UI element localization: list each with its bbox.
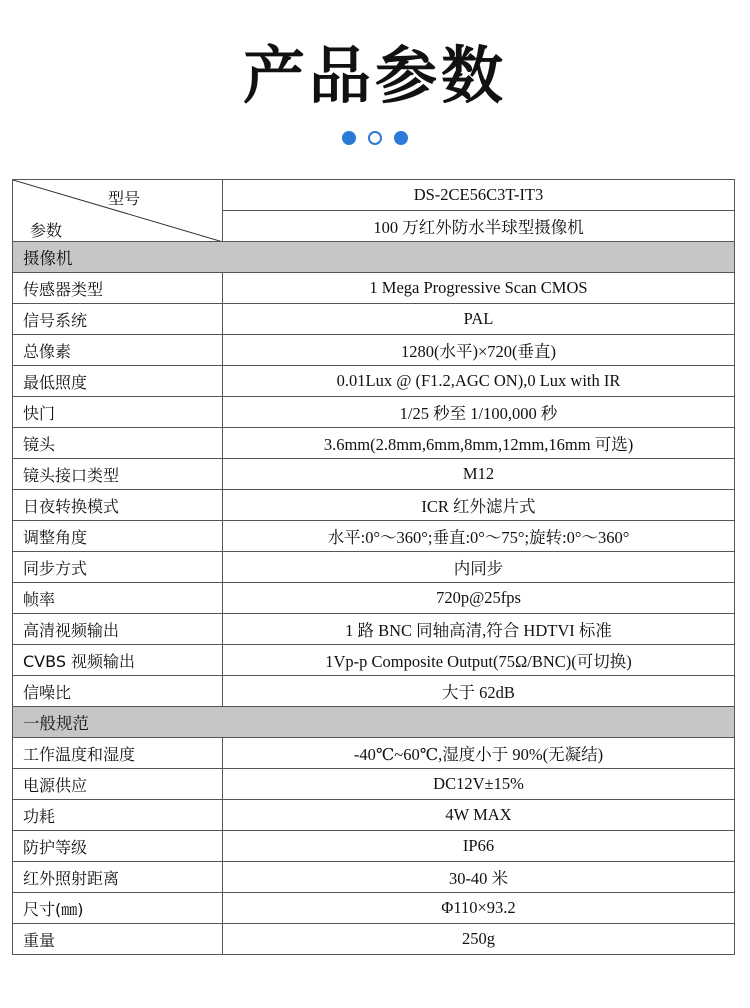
spec-label: 帧率 xyxy=(13,583,223,614)
spec-value: 内同步 xyxy=(223,552,735,583)
spec-label: 最低照度 xyxy=(13,366,223,397)
table-row xyxy=(13,459,735,490)
table-row xyxy=(13,552,735,583)
spec-value: ICR 红外滤片式 xyxy=(223,490,735,521)
table-row xyxy=(13,676,735,707)
spec-value: 0.01Lux @ (F1.2,AGC ON),0 Lux with IR xyxy=(223,366,735,397)
table-row xyxy=(13,335,735,366)
table-row xyxy=(13,738,735,769)
product-name: 100 万红外防水半球型摄像机 xyxy=(223,211,735,242)
table-row xyxy=(13,366,735,397)
spec-value: Φ110×93.2 xyxy=(223,893,735,924)
table-row xyxy=(13,645,735,676)
dot-indicator xyxy=(342,131,356,145)
table-row xyxy=(13,924,735,955)
spec-label: 镜头 xyxy=(13,428,223,459)
table-row xyxy=(13,273,735,304)
page-title: 产品参数 xyxy=(242,39,507,112)
spec-value: PAL xyxy=(223,304,735,335)
spec-label: 防护等级 xyxy=(13,831,223,862)
spec-label: 功耗 xyxy=(13,800,223,831)
pagination-dots xyxy=(0,131,750,145)
table-row xyxy=(13,862,735,893)
table-row xyxy=(13,893,735,924)
spec-label: 总像素 xyxy=(13,335,223,366)
model-value: DS-2CE56C3T-IT3 xyxy=(223,180,735,211)
spec-value: 3.6mm(2.8mm,6mm,8mm,12mm,16mm 可选) xyxy=(223,428,735,459)
spec-label: 高清视频输出 xyxy=(13,614,223,645)
spec-value: M12 xyxy=(223,459,735,490)
spec-value: DC12V±15% xyxy=(223,769,735,800)
section-title: 摄像机 xyxy=(13,242,735,273)
section-header-row xyxy=(13,242,735,273)
table-row xyxy=(13,490,735,521)
table-row xyxy=(13,397,735,428)
spec-label: 日夜转换模式 xyxy=(13,490,223,521)
spec-value: 1Vp-p Composite Output(75Ω/BNC)(可切换) xyxy=(223,645,735,676)
section-header-row xyxy=(13,707,735,738)
spec-label: 红外照射距离 xyxy=(13,862,223,893)
spec-value: 1280(水平)×720(垂直) xyxy=(223,335,735,366)
dot-indicator xyxy=(368,131,382,145)
table-row xyxy=(13,831,735,862)
table-row xyxy=(13,769,735,800)
table-row xyxy=(13,428,735,459)
spec-value: 4W MAX xyxy=(223,800,735,831)
spec-value: 大于 62dB xyxy=(223,676,735,707)
spec-table xyxy=(12,179,735,955)
table-row xyxy=(13,583,735,614)
param-header-label: 参数 xyxy=(30,221,63,240)
spec-value: 720p@25fps xyxy=(223,583,735,614)
spec-value: 1/25 秒至 1/100,000 秒 xyxy=(223,397,735,428)
diagonal-header-cell xyxy=(13,180,223,242)
spec-value: 1 路 BNC 同轴高清,符合 HDTVI 标准 xyxy=(223,614,735,645)
spec-label: 尺寸(㎜) xyxy=(13,893,223,924)
spec-label: 传感器类型 xyxy=(13,273,223,304)
section-title: 一般规范 xyxy=(13,707,735,738)
spec-label: 信号系统 xyxy=(13,304,223,335)
model-header-label: 型号 xyxy=(108,189,141,208)
spec-value: IP66 xyxy=(223,831,735,862)
spec-label: 同步方式 xyxy=(13,552,223,583)
spec-label: 电源供应 xyxy=(13,769,223,800)
spec-label: CVBS 视频输出 xyxy=(13,645,223,676)
table-row xyxy=(13,614,735,645)
dot-indicator xyxy=(394,131,408,145)
spec-value: -40℃~60℃,湿度小于 90%(无凝结) xyxy=(223,738,735,769)
spec-label: 工作温度和湿度 xyxy=(13,738,223,769)
spec-label: 信噪比 xyxy=(13,676,223,707)
table-row xyxy=(13,521,735,552)
spec-value: 1 Mega Progressive Scan CMOS xyxy=(223,273,735,304)
spec-value: 30-40 米 xyxy=(223,862,735,893)
table-row xyxy=(13,304,735,335)
spec-value: 250g xyxy=(223,924,735,955)
header-row-model xyxy=(13,180,735,211)
table-row xyxy=(13,800,735,831)
spec-value: 水平:0°～360°;垂直:0°～75°;旋转:0°～360° xyxy=(223,521,735,552)
spec-label: 调整角度 xyxy=(13,521,223,552)
spec-label: 重量 xyxy=(13,924,223,955)
spec-label: 快门 xyxy=(13,397,223,428)
spec-label: 镜头接口类型 xyxy=(13,459,223,490)
